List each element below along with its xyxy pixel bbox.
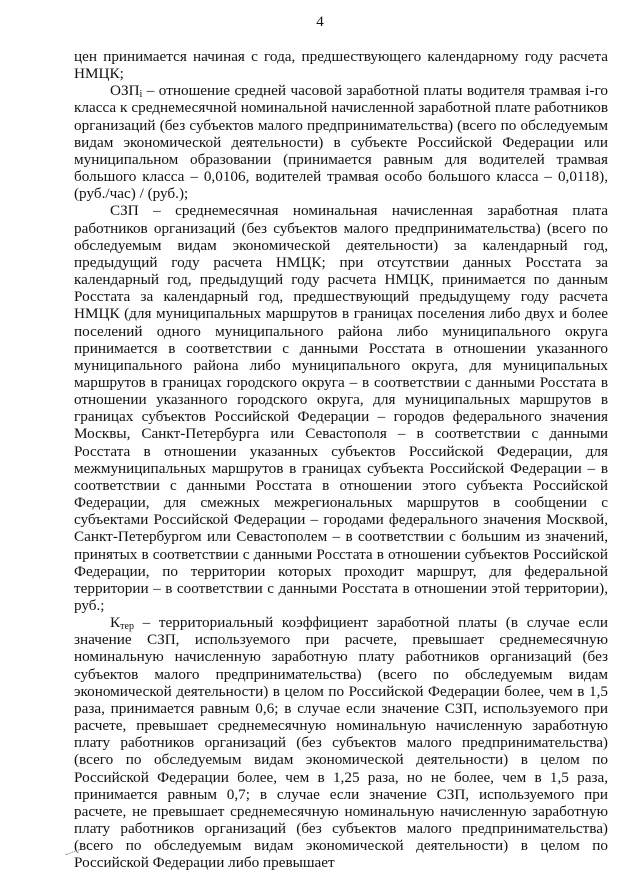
kter-symbol: К — [110, 614, 121, 632]
ozp-definition-text: – отношение средней часовой заработной платы водителя трамвая i-го класса к среднемесячной номинальной начисленной заработной плате работников организаций (без субъектов малого предпринимательства) (всего по обследуемым видам экономической деятельности) в субъекте Российской Федерации или муниципальном образовании (принимается равным для водителей трамвая большого класса – 0,0106, водителей трамвая особо большого класса – 0,0118), (руб./час) / (руб.); — [74, 82, 608, 203]
kter-subscript: тер — [120, 621, 134, 633]
document-body — [74, 48, 608, 872]
page-number: 4 — [316, 14, 324, 30]
kter-definition-text: – территориальный коэффициент заработной платы (в случае если значение СЗП, используемого при расчете, превышает среднемесячную номинальную начисленную заработную плату работников организаций (без субъектов малого предпринимательства) (всего по обследуемым видам экономической деятельности) в целом по Российской Федерации более, чем в 1,5 раза, принимается равным 0,6; в случае если значение СЗП, используемого при расчете, превышает среднемесячную номинальную начисленную заработную плату работников организаций (без субъектов малого предпринимательства) (всего по обследуемым видам экономической деятельности) в целом по Российской Федерации более, чем в 1,25 раза, но не более, чем в 1,5 раза, принимается равным 0,7; в случае если значение СЗП, используемого при расчете, не превышает среднемесячную номинальную начисленную заработную плату работников организаций (без субъектов малого предпринимательства) (всего по обследуемым видам экономической деятельности) в целом по Российской Федерации либо превышает — [74, 614, 608, 872]
ozp-subscript: i — [139, 89, 143, 101]
paragraph-kter-definition — [74, 614, 608, 871]
paragraph-szp-definition: СЗП – среднемесячная номинальная начисленная заработная плата работников организаций (без субъектов малого предпринимательства) (всего по обследуемым видам экономической деятельности) за календарный год, предыдущий году расчета НМЦК; при отсутствии данных Росстата за календарный год, предыдущий году расчета НМЦК, принимается по данным Росстата за календарный год, предшествующий предыдущему году расчета НМЦК (для муниципальных маршрутов в границах поселения либо двух и более поселений одного муниципального района либо муниципального округа принимается в соответствии с данными Росстата в отношении указанного муниципального района либо муниципального округа, для муниципальных маршрутов в границах городского округа – в соответствии с данными Росстата в отношении указанного городского округа, для муниципальных маршрутов в границах субъектов Российской Федерации – городов федерального значения Москвы, Санкт-Петербурга или Севастополя – в соответствии с данными Росстата в отношении указанных субъектов Российской Федерации, для межмуниципальных маршрутов в границах субъекта Российской Федерации – в соответствии с данными Росстата в отношении этого субъекта Российской Федерации, для смежных межрегиональных маршрутов в сообщении с субъектами Российской Федерации – городами федерального значения Москвой, Санкт-Петербургом или Севастополем – в соответствии с большим из значений, принятых в соответствии с данными Росстата в отношении субъектов Российской Федерации, по территории которых проходит маршрут, для федеральной территории – в соответствии с данными Росстата в отношении этой территории), руб.; — [74, 202, 608, 614]
paragraph-continuation: цен принимается начиная с года, предшествующего календарному году расчета НМЦК; — [74, 48, 608, 83]
paragraph-ozp-definition — [74, 82, 608, 202]
ozp-symbol: ОЗП — [110, 82, 140, 100]
